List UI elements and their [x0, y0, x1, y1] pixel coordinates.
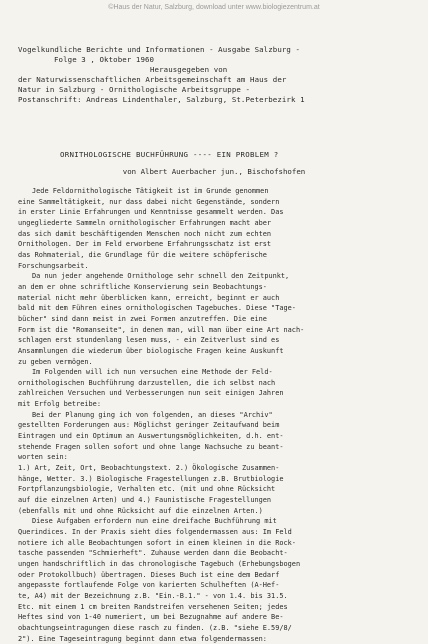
header-line: Postanschrift: Andreas Lindenthaler, Salzburg, St.Peterbezirk 1: [18, 95, 305, 104]
header-line: Vogelkundliche Berichte und Informationen - Ausgabe Salzburg -: [18, 45, 301, 54]
body-line: das sich damit beschäftigenden Menschen noch nicht zum echten: [18, 229, 272, 238]
body-line: hänge, Wetter. 3.) Biologische Fragestellungen z.B. Brutbiologie: [18, 474, 284, 483]
body-line: 2"). Eine Tageseintragung beginnt dann etwa folgendermassen:: [18, 634, 267, 643]
body-line: zu geben vermögen.: [18, 357, 93, 366]
newsletter-header: [18, 45, 418, 105]
header-line: der Naturwissenschaftlichen Arbeitsgemeinschaft am Haus der: [18, 75, 287, 84]
body-line: Jede Feldornithologische Tätigkeit ist im Grunde genommen: [32, 187, 269, 195]
watermark: ©Haus der Natur, Salzburg, download unter www.biologiezentrum.at: [108, 4, 320, 11]
body-line: bald mit dem Führen eines ornithologischen Tagebuches. Diese "Tage-: [18, 304, 296, 313]
body-line: te, A4) mit der Bezeichnung z.B. "Ein.-B.1." - von 1.4. bis 31.5.: [18, 591, 288, 600]
body-line: Diese Aufgaben erfordern nun eine dreifache Buchführung mit: [32, 517, 277, 526]
body-line: eine Sammeltätigkeit, nur dass dabei nicht Gegenstände, sondern: [18, 197, 280, 206]
body-line: Etc. mit einem 1 cm breiten Randstreifen versehenen Seiten; jedes: [18, 602, 288, 611]
body-line: Forschungsarbeit.: [18, 261, 89, 270]
body-line: zahlreichen Versuchen und Verbesserungen nun seit einigen Jahren: [18, 389, 284, 398]
body-line: an dem er ohne schriftliche Konservierung sein Beobachtungs-: [18, 282, 267, 291]
body-line: Ornithologen. Der im Feld erworbene Erfahrungsschatz ist erst: [18, 240, 272, 249]
body-line: 1.) Art, Zeit, Ort, Beobachtungstext. 2.) Ökologische Zusammen-: [18, 464, 280, 473]
header-line: Herausgegeben von: [150, 65, 228, 74]
body-line: mit Erfolg betreibe:: [18, 400, 101, 409]
body-line: Heftes sind von 1-40 numeriert, um bei Bezugnahme auf andere Be-: [18, 613, 284, 622]
body-line: gestellten Forderungen aus: Möglichst geringer Zeitaufwand beim: [18, 421, 280, 430]
body-line: ungegliederte Sammeln ornithologischer Erfahrungen macht aber: [18, 218, 272, 227]
body-line: tasche passenden "Schmierheft". Zuhause werden dann die Beobacht-: [18, 549, 288, 558]
body-line: Im Folgenden will ich nun versuchen eine Methode der Feld-: [32, 368, 273, 377]
body-line: angepasste fortlaufende Folge von karierten Schulheften (A-Hef-: [18, 581, 280, 590]
header-line: Natur in Salzburg - Ornithologische Arbeitsgruppe -: [18, 85, 251, 94]
body-line: das Rohmaterial, die Grundlage für die weitere schöpferische: [18, 250, 267, 259]
body-line: (ebenfalls mit und ohne Rücksicht auf die einzelnen Arten.): [18, 506, 263, 515]
body-line: material nicht mehr überblicken kann, erreicht, beginnt er auch: [18, 293, 280, 302]
body-line: worten sein:: [18, 453, 68, 462]
body-line: Eintragen und ein Optimum an Auswertungsmöglichkeiten, d.h. ent-: [18, 432, 284, 441]
article-body: [18, 186, 416, 644]
body-line: Form ist die "Romanseite", in denen man, will man über eine Art nach-: [18, 325, 305, 334]
body-line: Ansammlungen die wiederum über biologische Fragen keine Auskunft: [18, 346, 284, 355]
body-line: notiere ich alle Beobachtungen sofort in einem kleinen in die Rock-: [18, 538, 296, 547]
body-line: Querindices. In der Praxis sieht dies folgendermassen aus: Im Feld: [18, 528, 292, 536]
body-line: Da nun jeder angehende Ornithologe sehr schnell den Zeitpunkt,: [32, 272, 290, 281]
body-line: ornithologischen Buchführung darzustellen, die ich selbst nach: [18, 378, 276, 387]
body-line: oder Protokollbuch) übertragen. Dieses Buch ist eine dem Bedarf: [18, 570, 280, 579]
body-line: schlagen erst stundenlang lesen muss, - ein Zeitverlust sind es: [18, 336, 280, 345]
body-line: Fortpflanzungsbiologie, Verhalten etc. (mit und ohne Rücksicht: [18, 485, 276, 494]
body-line: ungen handschriftlich in das chronologische Tagebuch (Erhebungsbogen: [18, 559, 301, 568]
body-line: obachtungseintragungen diese rasch zu finden. (z.B. "siehe E.59/8/: [18, 623, 292, 632]
body-line: auf die einzelnen Arten) und 4.) Faunistische Fragestellungen: [18, 496, 272, 505]
body-line: Bei der Planung ging ich von folgenden, an dieses "Archiv": [32, 410, 273, 419]
body-line: bücher" sind dann meist in zwei Formen anzutreffen. Die eine: [18, 314, 267, 323]
article-title: ORNITHOLOGISCHE BUCHFÜHRUNG ---- EIN PROBLEM ?: [60, 150, 279, 159]
header-line: Folge 3 , Oktober 1960: [54, 55, 155, 64]
article-author: von Albert Auerbacher jun., Bischofshofen: [122, 167, 306, 176]
body-line: in erster Linie Erfahrungen und Kenntnisse gesammelt werden. Das: [18, 208, 284, 217]
body-line: stehende Fragen sollen sofort und ohne lange Nachsuche zu beant-: [18, 442, 284, 451]
